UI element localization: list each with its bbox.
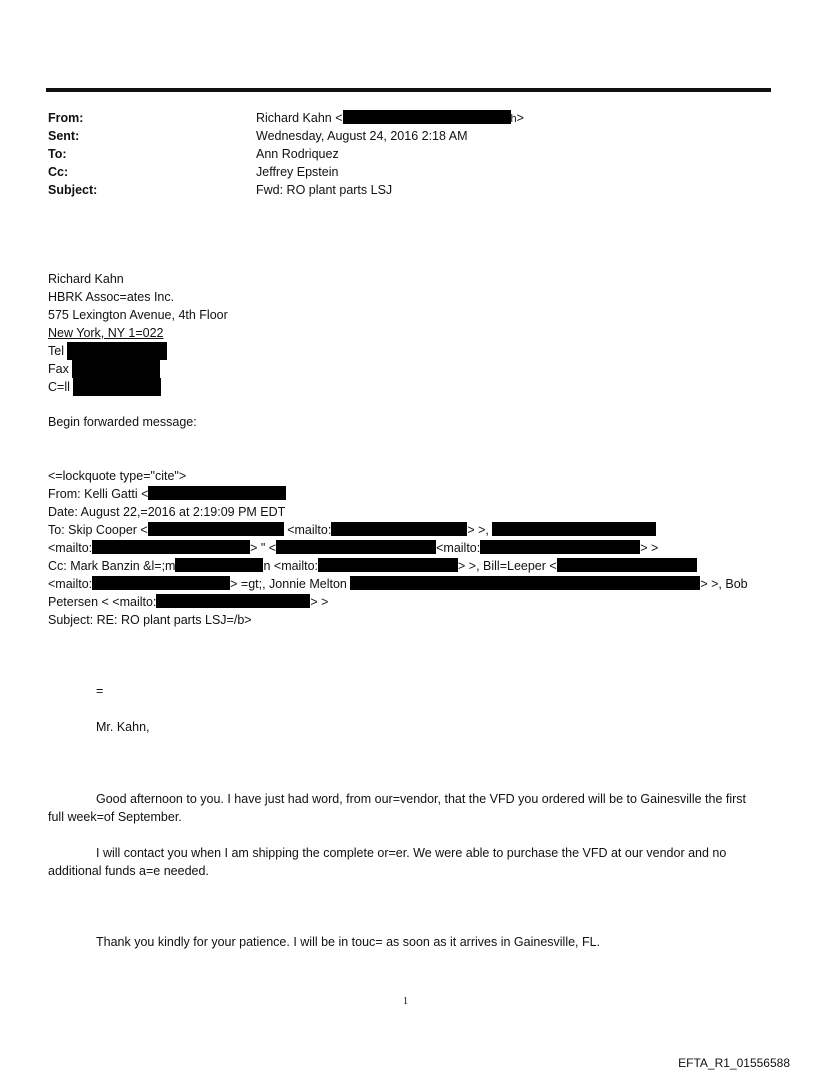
equals-line: = xyxy=(96,684,104,698)
redaction xyxy=(276,540,436,554)
redaction xyxy=(350,576,700,590)
fwd-date: Date: August 22,=2016 at 2:19:09 PM EDT xyxy=(48,505,286,519)
sent-label: Sent: xyxy=(48,129,80,143)
fwd-to-cont: <mailto: > " < <mailto: > > xyxy=(48,541,659,555)
fwd-to: To: Skip Cooper < <mailto: > >, xyxy=(48,521,748,539)
subject-value: Fwd: RO plant parts LSJ xyxy=(256,183,393,197)
redaction xyxy=(175,558,263,572)
fwd-subject: Subject: RE: RO plant parts LSJ=/b> xyxy=(48,613,252,627)
page-number: 1 xyxy=(403,996,408,1007)
sig-city: New York, NY 1=022 xyxy=(48,326,164,340)
subject-label: Subject: xyxy=(48,183,98,197)
from-value: Richard Kahn < h> xyxy=(256,111,524,125)
header-rule xyxy=(46,88,771,92)
forward-intro: Begin forwarded message: xyxy=(48,415,197,429)
redaction xyxy=(343,110,511,124)
fwd-from: From: Kelli Gatti < xyxy=(48,485,748,503)
redaction xyxy=(318,558,458,572)
body-paragraph-1: Good afternoon to you. I have just had word, from our=vendor, that the VFD you ordered will be to Gainesville the first full week=of September. xyxy=(48,792,747,824)
email-header xyxy=(48,109,524,199)
to-row xyxy=(48,145,524,163)
fwd-cc-petersen: Petersen < <mailto: > > xyxy=(48,595,329,609)
fwd-cc: Cc: Mark Banzin &l=;m n <mailto: > >, Bill=Leeper < xyxy=(48,557,748,575)
redaction xyxy=(73,378,161,396)
redaction xyxy=(92,576,230,590)
redaction xyxy=(480,540,640,554)
redaction xyxy=(92,540,250,554)
cc-label: Cc: xyxy=(48,165,69,179)
to-label: To: xyxy=(48,147,67,161)
salutation: Mr. Kahn, xyxy=(96,720,150,734)
sig-fax: Fax xyxy=(48,360,228,378)
sent-row xyxy=(48,127,524,145)
redaction xyxy=(148,522,284,536)
body-paragraph-3: Thank you kindly for your patience. I will be in touc= as soon as it arrives in Gainesville, FL. xyxy=(96,935,601,949)
redaction xyxy=(557,558,697,572)
sig-tel: Tel xyxy=(48,342,228,360)
redaction xyxy=(72,360,160,378)
subject-row xyxy=(48,181,524,199)
signature-block xyxy=(48,270,228,396)
body-paragraph-2: I will contact you when I am shipping the complete or=er. We were able to purchase the VFD at our vendor and no additional funds a=e needed. xyxy=(48,846,727,878)
fwd-cc-cont: <mailto: > =gt;, Jonnie Melton > >, Bob xyxy=(48,577,748,591)
redaction xyxy=(331,522,467,536)
sig-name: Richard Kahn xyxy=(48,272,124,286)
to-value: Ann Rodriquez xyxy=(256,147,339,161)
redaction xyxy=(148,486,286,500)
from-label: From: xyxy=(48,111,84,125)
redaction xyxy=(492,522,656,536)
cc-row xyxy=(48,163,524,181)
redaction xyxy=(156,594,310,608)
sent-value: Wednesday, August 24, 2016 2:18 AM xyxy=(256,129,468,143)
redaction xyxy=(67,342,167,360)
cc-value: Jeffrey Epstein xyxy=(256,165,339,179)
quote-tag: <=lockquote type="cite"> xyxy=(48,469,187,483)
forwarded-header xyxy=(48,467,748,629)
sig-cell: C=ll xyxy=(48,378,228,396)
bates-number: EFTA_R1_01556588 xyxy=(678,1056,790,1070)
sig-company: HBRK Assoc=ates Inc. xyxy=(48,290,175,304)
from-row xyxy=(48,109,524,127)
sig-address: 575 Lexington Avenue, 4th Floor xyxy=(48,308,228,322)
